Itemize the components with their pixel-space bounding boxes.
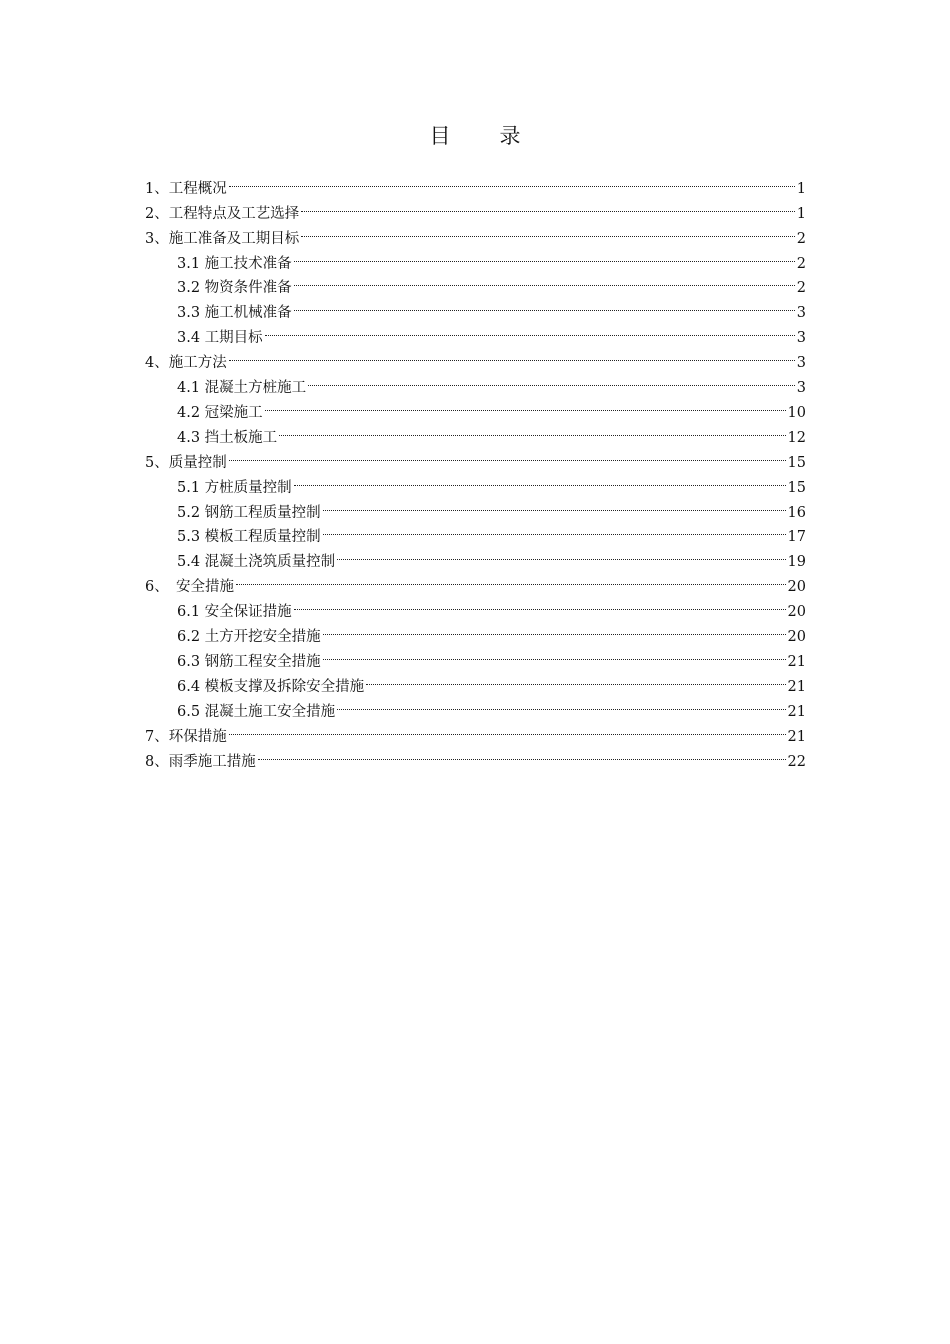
toc-entry-page-number: 15 [787, 479, 806, 496]
toc-dot-leader [294, 268, 795, 293]
toc-entry[interactable] [145, 218, 806, 247]
toc-entry[interactable] [177, 591, 806, 621]
toc-dot-leader [294, 293, 795, 318]
toc-entry-label: 6、 安全措施 [145, 579, 234, 596]
toc-entry[interactable] [177, 367, 806, 397]
toc-entry-page-number: 1 [796, 205, 806, 222]
toc-entry[interactable] [177, 268, 806, 297]
toc-dot-leader [294, 467, 786, 492]
toc-entry-label: 5.2 钢筋工程质量控制 [177, 504, 321, 521]
toc-entry-label: 1、工程概况 [145, 180, 227, 197]
toc-entry[interactable] [145, 716, 806, 745]
toc-entry[interactable] [145, 566, 806, 596]
toc-entry-label: 6.1 安全保证措施 [177, 604, 292, 621]
toc-entry-page-number: 2 [796, 280, 806, 297]
toc-entry[interactable] [145, 342, 806, 372]
toc-entry-page-number: 20 [787, 579, 806, 596]
toc-dot-leader [323, 492, 786, 517]
toc-entry-page-number: 21 [787, 728, 806, 745]
toc-entry-page-number: 21 [787, 653, 806, 670]
toc-dot-leader [308, 367, 795, 392]
toc-entry-label: 4.2 冠梁施工 [177, 404, 263, 421]
toc-entry[interactable] [177, 417, 806, 446]
toc-title: 目 录 [429, 124, 535, 148]
toc-dot-leader [337, 691, 785, 716]
toc-entry[interactable] [177, 467, 806, 496]
toc-dot-leader [265, 392, 786, 417]
toc-dot-leader [323, 517, 786, 542]
toc-entry-label: 2、工程特点及工艺选择 [145, 205, 300, 222]
toc-entry-page-number: 15 [787, 454, 806, 471]
toc-entry[interactable] [177, 616, 806, 646]
toc-dot-leader [229, 342, 795, 367]
toc-dot-leader [229, 716, 786, 741]
toc-entry-label: 5.3 模板工程质量控制 [177, 529, 321, 546]
toc-entry[interactable] [177, 542, 806, 571]
toc-entry[interactable] [177, 243, 806, 272]
toc-dot-leader [229, 442, 786, 467]
toc-entry[interactable] [177, 392, 806, 421]
toc-dot-leader [229, 168, 795, 193]
toc-dot-leader [258, 741, 786, 766]
toc-entry-page-number: 3 [796, 380, 806, 397]
toc-entry[interactable] [177, 517, 806, 546]
toc-entry-page-number: 12 [787, 429, 806, 446]
toc-entry-label: 5、质量控制 [145, 454, 227, 471]
toc-entry[interactable] [177, 492, 806, 521]
toc-entry-page-number: 20 [787, 629, 806, 646]
toc-entry[interactable] [177, 641, 806, 670]
toc-entry-label: 4.1 混凝土方桩施工 [177, 380, 307, 397]
toc-entry-label: 4、施工方法 [145, 355, 227, 372]
toc-entry[interactable] [177, 293, 806, 322]
toc-dot-leader [301, 193, 795, 218]
toc-entry-page-number: 21 [787, 678, 806, 695]
toc-entry[interactable] [145, 741, 806, 770]
toc-entry-label: 3.2 物资条件准备 [177, 280, 292, 297]
toc-entry-page-number: 16 [787, 504, 806, 521]
toc-dot-leader [301, 218, 795, 243]
toc-entry[interactable] [177, 317, 806, 347]
toc-entry-page-number: 3 [796, 355, 806, 372]
toc-entry[interactable] [145, 193, 806, 222]
toc-entry-label: 5.4 混凝土浇筑质量控制 [177, 554, 336, 571]
toc-entry-page-number: 22 [787, 753, 806, 770]
toc-dot-leader [279, 417, 785, 442]
toc-entry-page-number: 3 [796, 305, 806, 322]
toc-dot-leader [236, 566, 786, 591]
toc-entry-page-number: 19 [787, 554, 806, 571]
toc-entry-label: 3.1 施工技术准备 [177, 255, 292, 272]
toc-entry-page-number: 17 [787, 529, 806, 546]
toc-entry[interactable] [177, 666, 806, 695]
toc-entry-label: 4.3 挡土板施工 [177, 429, 278, 446]
toc-dot-leader [323, 616, 786, 641]
toc-entry-label: 6.3 钢筋工程安全措施 [177, 653, 321, 670]
toc-dot-leader [265, 317, 795, 342]
toc-entry-label: 3、施工准备及工期目标 [145, 230, 300, 247]
toc-entry-page-number: 21 [787, 703, 806, 720]
toc-entry-label: 8、雨季施工措施 [145, 753, 256, 770]
toc-entry-page-number: 1 [796, 180, 806, 197]
toc-entry-label: 5.1 方桩质量控制 [177, 479, 292, 496]
toc-entry-page-number: 20 [787, 604, 806, 621]
toc-entry-page-number: 2 [796, 230, 806, 247]
toc-dot-leader [323, 641, 786, 666]
toc-entry-label: 7、环保措施 [145, 728, 227, 745]
toc-entry-label: 6.4 模板支撑及拆除安全措施 [177, 678, 365, 695]
toc-entry[interactable] [177, 691, 806, 720]
toc-entry-page-number: 3 [796, 330, 806, 347]
toc-dot-leader [337, 542, 785, 567]
toc-dot-leader [294, 591, 786, 616]
toc-entry-label: 3.3 施工机械准备 [177, 305, 292, 322]
toc-entry-label: 6.5 混凝土施工安全措施 [177, 703, 336, 720]
toc-entry-page-number: 10 [787, 404, 806, 421]
toc-dot-leader [366, 666, 785, 691]
toc-entry-page-number: 2 [796, 255, 806, 272]
toc-entry-label: 6.2 土方开挖安全措施 [177, 629, 321, 646]
toc-entry[interactable] [145, 442, 806, 471]
toc-entry-label: 3.4 工期目标 [177, 330, 263, 347]
toc-dot-leader [294, 243, 795, 268]
toc-entry[interactable] [145, 168, 806, 197]
